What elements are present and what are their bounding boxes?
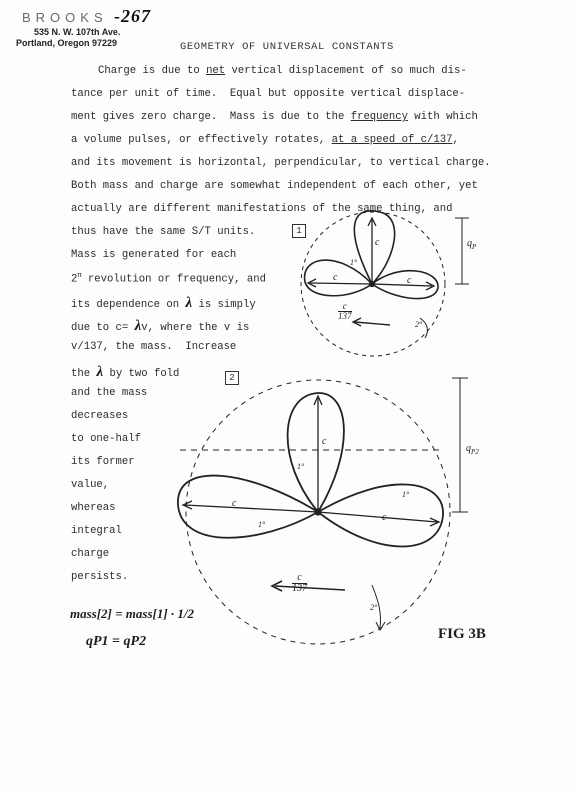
- figure-2-rotation-arrow: [275, 586, 345, 590]
- body-line-11: its dependence on λ is simply: [71, 295, 256, 311]
- figure-2-number-box: 2: [225, 371, 239, 385]
- figure-2-right-lobe: [318, 484, 443, 546]
- body-line-23: persists.: [71, 571, 129, 583]
- figure-2-label-qp: $q_{P2}$: [466, 443, 479, 456]
- figure-1-left-lobe: [305, 260, 372, 296]
- figure-2-left-lobe: [178, 476, 318, 538]
- figure-1-radius-right: [372, 284, 432, 286]
- figure-1-number-box: 1: [292, 224, 306, 238]
- figure-2-drawing: [178, 378, 468, 644]
- address-line-2: Portland, Oregon 97229: [16, 38, 118, 48]
- body-line-22: charge: [71, 548, 110, 560]
- mass-equation: mass[2] = mass[1] · 1/2: [70, 606, 195, 621]
- body-line-12: due to c= λv, where the v is: [71, 318, 250, 334]
- address-line-1: 535 N. W. 107th Ave.: [34, 27, 121, 37]
- figure-1-angle-1: 1°: [350, 258, 358, 267]
- figure-2-angle-c: 1°: [402, 490, 410, 499]
- figure-2-angle-b: 1°: [258, 520, 266, 529]
- figure-1-label-c-left: c: [333, 272, 338, 283]
- figure-1-rotation-arrow: [355, 322, 390, 325]
- figure-label: FIG 3B: [438, 626, 486, 642]
- figure-2-angle-a: 1°: [297, 462, 305, 471]
- figure-1-drawing: [301, 211, 469, 356]
- figure-1-label-c-vertical: c: [375, 237, 380, 248]
- author-stamp: BROOKS: [22, 10, 108, 25]
- body-line-5: and its movement is horizontal, perpendicular, to vertical charge.: [71, 157, 491, 169]
- figure-2-label-c-right: c: [382, 512, 387, 523]
- body-line-6: Both mass and charge are somewhat independent of each other, yet: [71, 180, 478, 192]
- figure-1-speed-fraction: c 137: [338, 301, 352, 321]
- body-line-18: its former: [71, 456, 135, 468]
- body-line-21: integral: [71, 525, 122, 537]
- body-line-16: decreases: [71, 410, 129, 422]
- body-line-1: Charge is due to net vertical displacement of so much dis-: [98, 65, 467, 77]
- figure-2-label-c-vertical: c: [322, 436, 327, 447]
- body-line-2: tance per unit of time. Equal but opposite vertical displace-: [71, 88, 466, 100]
- body-line-4: a volume pulses, or effectively rotates, at a speed of c/137,: [71, 134, 459, 146]
- body-line-7: actually are different manifestations of the same thing, and: [71, 203, 453, 215]
- figure-2-speed-fraction: c 137: [292, 572, 307, 594]
- figure-2-radius-left: [185, 505, 318, 512]
- figure-1-angle-2: 2°: [415, 320, 423, 329]
- figure-1-center-dot: [370, 282, 375, 287]
- figure-1-label-qp: $q_P$: [467, 238, 477, 251]
- body-line-8: thus have the same S/T units.: [71, 226, 256, 238]
- figure-1-radius-left: [310, 283, 372, 284]
- figure-2-top-lobe: [288, 393, 344, 512]
- body-line-19: value,: [71, 479, 110, 491]
- body-line-17: to one-half: [71, 433, 141, 445]
- figure-2-center-dot: [315, 509, 321, 515]
- body-line-15: and the mass: [71, 387, 148, 399]
- document-title: GEOMETRY OF UNIVERSAL CONSTANTS: [180, 41, 394, 53]
- figure-2-radius-right: [318, 512, 437, 522]
- body-line-14: the λ by two fold: [71, 364, 180, 380]
- body-line-20: whereas: [71, 502, 116, 514]
- body-line-10: $2^\pi$ revolution or frequency, and: [71, 272, 266, 286]
- body-line-9: Mass is generated for each: [71, 249, 237, 261]
- body-line-3: ment gives zero charge. Mass is due to the frequency with which: [71, 111, 478, 123]
- figure-2-angle-d: 2°: [370, 603, 378, 612]
- document-number: -267: [114, 6, 151, 26]
- body-line-13: v/137, the mass. Increase: [71, 341, 237, 353]
- figure-1-label-c-right: c: [407, 275, 412, 286]
- charge-equation: qP1 = qP2: [86, 634, 147, 649]
- figure-2-label-c-left: c: [232, 498, 237, 509]
